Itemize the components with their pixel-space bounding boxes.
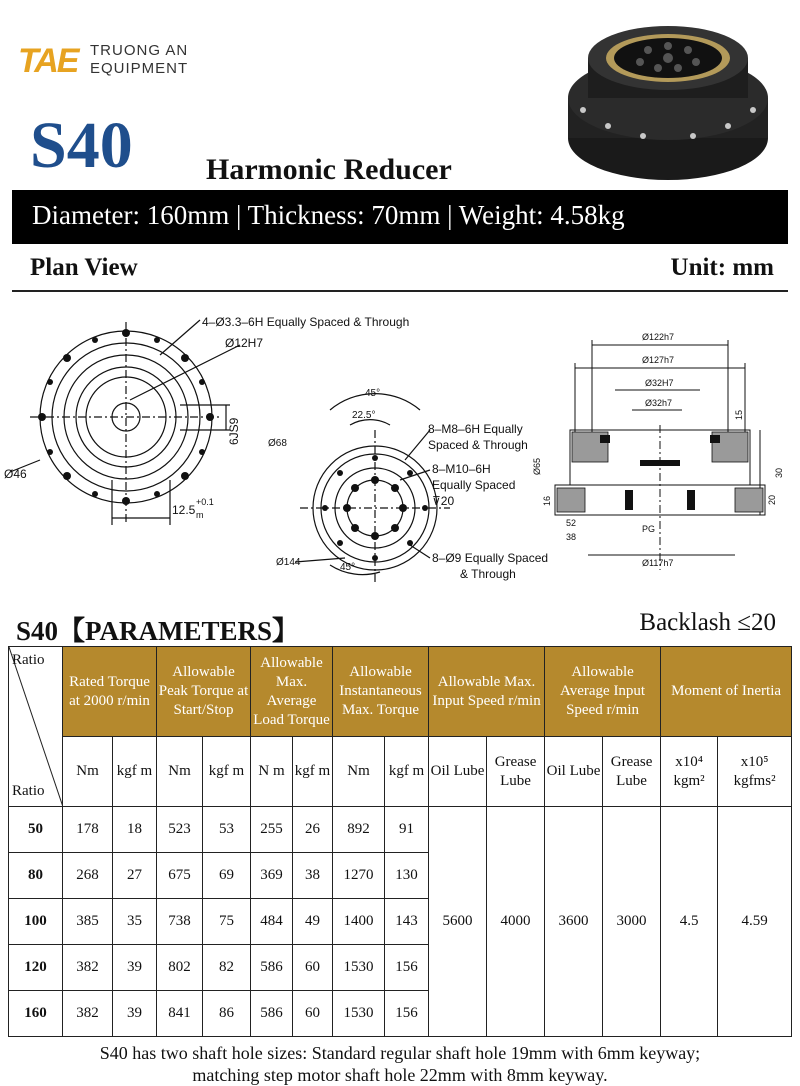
label-16: 16 <box>542 495 552 506</box>
product-image <box>548 18 788 188</box>
backlash-label: Backlash ≤20 <box>639 609 776 636</box>
label-52: 52 <box>566 518 577 528</box>
product-name: Harmonic Reducer <box>206 153 452 186</box>
value-cell: 49 <box>293 899 333 945</box>
label-holes: 4–Ø3.3–6H Equally Spaced & Through <box>202 315 410 329</box>
label-d9b: & Through <box>460 567 516 581</box>
unit-cell: x10⁵ kgfms² <box>718 737 792 807</box>
label-bore: Ø12H7 <box>225 336 264 350</box>
label-d127: Ø127h7 <box>642 355 675 365</box>
unit-cell: N m <box>251 737 293 807</box>
ratio-header-cell <box>9 647 63 807</box>
value-cell: 39 <box>113 991 157 1037</box>
label-15: 15 <box>734 409 744 420</box>
value-cell: 1270 <box>333 853 385 899</box>
label-d144: Ø144 <box>276 557 301 568</box>
value-cell: 82 <box>203 945 251 991</box>
value-cell: 586 <box>251 991 293 1037</box>
value-cell: 156 <box>385 991 429 1037</box>
ratio-cell: 120 <box>9 945 63 991</box>
unit-cell: Oil Lube <box>429 737 487 807</box>
value-cell: 841 <box>157 991 203 1037</box>
label-d32a: Ø32H7 <box>645 378 674 388</box>
value-cell: 738 <box>157 899 203 945</box>
value-cell: 35 <box>113 899 157 945</box>
logo-line1: TRUONG AN <box>90 42 189 59</box>
model-title: S40 <box>30 109 133 182</box>
value-cell: 268 <box>63 853 113 899</box>
parameters-table <box>8 646 792 1037</box>
header-peak-torque: Allowable Peak Torque at Start/Stop <box>157 647 251 737</box>
label-d65: Ø65 <box>532 457 542 475</box>
value-cell: 178 <box>63 807 113 853</box>
footnote-line2: matching step motor shaft hole 22mm with 8mm keyway. <box>192 1065 608 1085</box>
value-cell: 255 <box>251 807 293 853</box>
value-cell: 75 <box>203 899 251 945</box>
footnote-line1: S40 has two shaft hole sizes: Standard regular shaft hole 19mm with 6mm keyway; <box>99 1043 701 1063</box>
unit-cell: kgf m <box>113 737 157 807</box>
unit-cell: kgf m <box>203 737 251 807</box>
label-d68: Ø68 <box>268 438 287 449</box>
shared-oil-avg-speed: 3600 <box>545 807 603 1037</box>
value-cell: 523 <box>157 807 203 853</box>
value-cell: 675 <box>157 853 203 899</box>
logo-mark: TAE <box>18 42 78 80</box>
logo-line2: EQUIPMENT <box>90 60 189 77</box>
shared-inertia-kgm2: 4.5 <box>661 807 718 1037</box>
value-cell: 156 <box>385 945 429 991</box>
value-cell: 143 <box>385 899 429 945</box>
header-average-load-torque: Allowable Max. Average Load Torque <box>251 647 333 737</box>
plan-view-label: Plan View <box>30 254 138 281</box>
value-cell: 86 <box>203 991 251 1037</box>
unit-label: Unit: mm <box>670 254 774 281</box>
value-cell: 53 <box>203 807 251 853</box>
label-keyway: 6JS9 <box>227 417 241 445</box>
label-m10: 8–M10–6H <box>432 462 491 476</box>
value-cell: 484 <box>251 899 293 945</box>
unit-cell: Nm <box>157 737 203 807</box>
label-angle-45-top: 45° <box>365 388 381 399</box>
unit-cell: Grease Lube <box>603 737 661 807</box>
label-m8: 8–M8–6H Equally <box>428 422 523 436</box>
value-cell: 586 <box>251 945 293 991</box>
label-offset-tol2: m <box>196 510 204 520</box>
value-cell: 60 <box>293 991 333 1037</box>
header-moment-of-inertia: Moment of Inertia <box>661 647 792 737</box>
shared-grease-max-speed: 4000 <box>487 807 545 1037</box>
value-cell: 69 <box>203 853 251 899</box>
ratio-label-top: Ratio <box>12 652 45 668</box>
unit-cell: kgf m <box>293 737 333 807</box>
value-cell: 382 <box>63 991 113 1037</box>
value-cell: 60 <box>293 945 333 991</box>
label-angle-45-bot: 45° <box>340 562 356 573</box>
params-title: S40【PARAMETERS】 <box>16 616 300 646</box>
spec-bar-text: Diameter: 160mm | Thickness: 70mm | Weight: 4.58kg <box>32 200 625 230</box>
value-cell: 369 <box>251 853 293 899</box>
label-m8b: Spaced & Through <box>428 438 528 452</box>
unit-cell: Grease Lube <box>487 737 545 807</box>
label-d9: 8–Ø9 Equally Spaced <box>432 551 549 565</box>
header-instantaneous-torque: Allowable Instantaneous Max. Torque <box>333 647 429 737</box>
shared-inertia-kgfms2: 4.59 <box>718 807 792 1037</box>
value-cell: 27 <box>113 853 157 899</box>
divider <box>12 290 788 292</box>
unit-cell: x10⁴ kgm² <box>661 737 718 807</box>
value-cell: 26 <box>293 807 333 853</box>
value-cell: 385 <box>63 899 113 945</box>
unit-cell: Oil Lube <box>545 737 603 807</box>
value-cell: 802 <box>157 945 203 991</box>
value-cell: 18 <box>113 807 157 853</box>
label-m10b: Equally Spaced <box>432 478 516 492</box>
label-d122: Ø122h7 <box>642 332 675 342</box>
value-cell: 892 <box>333 807 385 853</box>
value-cell: 1400 <box>333 899 385 945</box>
label-m10c: ⊽20 <box>432 494 455 508</box>
value-cell: 1530 <box>333 945 385 991</box>
brand-logo <box>18 40 218 80</box>
table-row <box>9 807 792 853</box>
unit-cell: Nm <box>333 737 385 807</box>
unit-cell: Nm <box>63 737 113 807</box>
label-38: 38 <box>566 532 577 542</box>
label-20: 20 <box>767 494 777 505</box>
shared-grease-avg-speed: 3000 <box>603 807 661 1037</box>
label-pg: PG <box>642 524 656 534</box>
label-offset: 12.5 <box>172 503 196 517</box>
value-cell: 382 <box>63 945 113 991</box>
label-d46: Ø46 <box>4 467 27 481</box>
value-cell: 1530 <box>333 991 385 1037</box>
footnote <box>0 1042 800 1086</box>
ratio-cell: 50 <box>9 807 63 853</box>
ratio-cell: 80 <box>9 853 63 899</box>
label-offset-tol: +0.1 <box>196 497 214 507</box>
value-cell: 39 <box>113 945 157 991</box>
shared-oil-max-speed: 5600 <box>429 807 487 1037</box>
value-cell: 130 <box>385 853 429 899</box>
header-average-input-speed: Allowable Average Input Speed r/min <box>545 647 661 737</box>
spec-bar <box>12 190 788 244</box>
value-cell: 38 <box>293 853 333 899</box>
label-d32b: Ø32h7 <box>645 398 673 408</box>
ratio-cell: 160 <box>9 991 63 1037</box>
ratio-label-bottom: Ratio <box>12 783 45 799</box>
label-angle-22: 22.5° <box>352 410 376 421</box>
header-max-input-speed: Allowable Max. Input Speed r/min <box>429 647 545 737</box>
technical-drawing <box>0 300 800 600</box>
header-rated-torque: Rated Torque at 2000 r/min <box>63 647 157 737</box>
value-cell: 91 <box>385 807 429 853</box>
ratio-cell: 100 <box>9 899 63 945</box>
label-d117: Ø117h7 <box>642 558 674 568</box>
label-30: 30 <box>774 467 784 478</box>
unit-cell: kgf m <box>385 737 429 807</box>
